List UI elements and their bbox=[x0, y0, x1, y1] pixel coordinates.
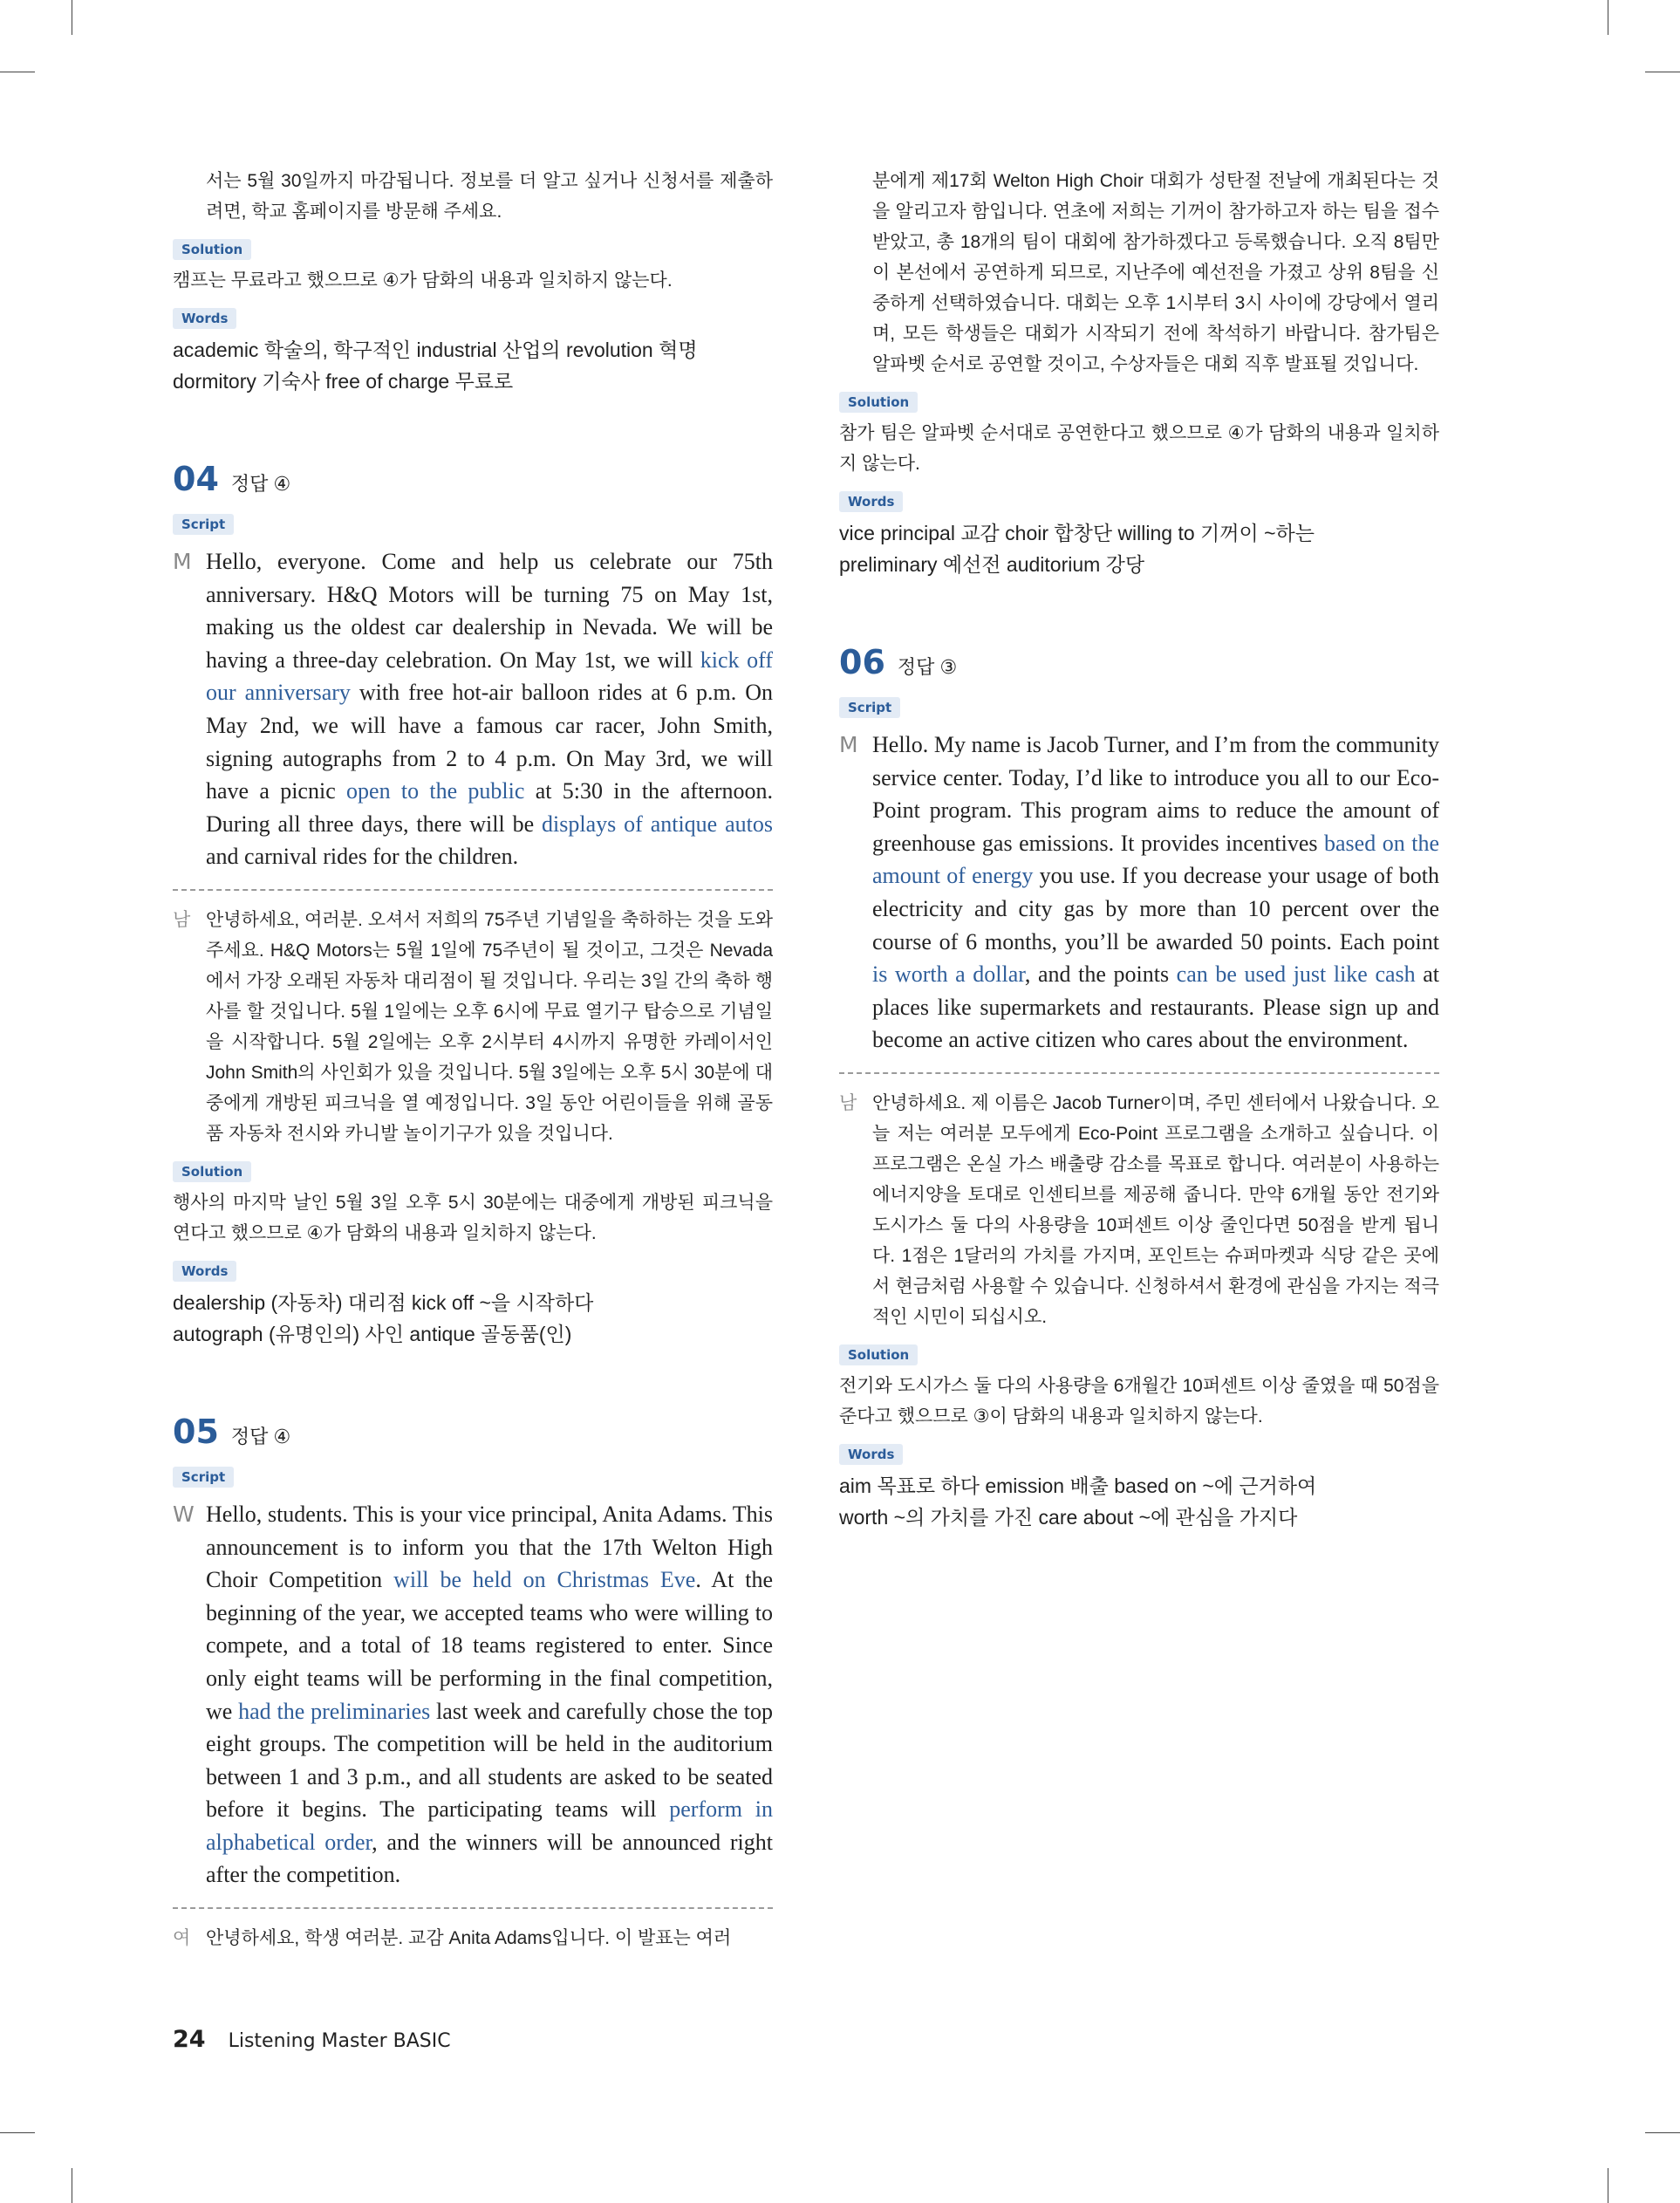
answer-label: 정답 ④ bbox=[230, 1425, 291, 1447]
translation-text: 안녕하세요. 제 이름은 Jacob Turner이며, 주민 센터에서 나왔습니다. 오늘 저는 여러분 모두에게 Eco-Point 프로그램을 소개하고 싶습니다. 이 프로그램은 온실 가스 배출량 감소를 목표로 합니다. 여러분이 사용하는 에너지양을 토대로 인센티브를 제공해 줍니다. 만약 6개월 동안 전기와 도시가스 둘 다의 사용량을 10퍼센트 이상 줄인다면 50점을 받게 됩니다. 1점은 1달러의 가치를 가지며, 포인트는 슈퍼마켓과 식당 같은 곳에서 현금처럼 사용할 수 있습니다. 신청하셔서 환경에 관심을 가지는 적극적인 시민이 되십시오. bbox=[872, 1092, 1439, 1327]
key-phrase: perform in alphabetical order bbox=[206, 1796, 773, 1855]
words-line: dealership (자동차) 대리점 kick off ~을 시작하다 bbox=[173, 1290, 594, 1314]
book-title: Listening Master BASIC bbox=[228, 2030, 451, 2052]
words-line: academic 학술의, 학구적인 industrial 산업의 revolution 혁명 bbox=[173, 339, 698, 361]
key-phrase: open to the public bbox=[346, 778, 525, 804]
solution-tag: Solution bbox=[173, 1161, 251, 1182]
words-line: worth ~의 가치를 가진 care about ~에 관심을 가지다 bbox=[839, 1505, 1298, 1529]
intro-translation: 서는 5월 30일까지 마감됩니다. 정보를 더 알고 싶거나 신청서를 제출하려면, 학교 홈페이지를 방문해 주세요. bbox=[206, 171, 773, 222]
dashed-divider bbox=[173, 1907, 773, 1909]
key-phrase: will be held on Christmas Eve bbox=[393, 1567, 696, 1593]
key-phrase: displays of antique autos bbox=[542, 811, 774, 837]
translation-continued: 분에게 제17회 Welton High Choir 대회가 성탄절 전날에 개최된다는 것을 알리고자 함입니다. 연초에 저희는 기꺼이 참가하고자 하는 팀을 접수받았고, 총 18개의 팀이 대회에 참가하겠다고 등록했습니다. 오직 8팀만이 본선에서 공연하게 되므로, 지난주에 예선전을 가졌고 상위 8팀을 신중하게 선택하였습니다. 대회는 오후 1시부터 3시 사이에 강당에서 열리며, 모든 학생들은 대회가 시작되기 전에 착석하기 바랍니다. 참가팀은 알파벳 순서로 공연할 것이고, 수상자들은 대회 직후 발표될 것입니다. bbox=[872, 171, 1439, 374]
translation-block bbox=[173, 905, 773, 1149]
left-column bbox=[173, 166, 773, 1953]
speaker-label: W bbox=[173, 1501, 195, 1527]
script-text: Hello. My name is Jacob Turner, and I’m from the community service center. Today, I’d like to introduce you all to our Eco-Point program. This program aims to reduce the amount of greenhouse gas emissions. It provides incentives based on the amount of energy you use. If you decrease your usage of both electricity and city gas by more than 10 percent over the course of 6 months, you’ll be awarded 50 points. Each point is worth a dollar, and the points can be used just like cash at places like supermarkets and restaurants. Please sign up and become an active citizen who cares about the environment. bbox=[872, 732, 1439, 1053]
answer-label: 정답 ④ bbox=[230, 473, 291, 495]
key-phrase: had the preliminaries bbox=[238, 1698, 431, 1724]
speaker-label: M bbox=[839, 732, 858, 757]
script-block bbox=[839, 729, 1439, 1057]
solution-text: 참가 팀은 알파벳 순서대로 공연한다고 했으므로 ④가 담화의 내용과 일치하지 않는다. bbox=[839, 423, 1439, 474]
script-text: Hello, everyone. Come and help us celebrate our 75th anniversary. H&Q Motors will be turning 75 on May 1st, making us the oldest car dealership in Nevada. We will be having a three-day celebration. On May 1st, we will kick off our anniversary with free hot-air balloon rides at 6 p.m. On May 2nd, we will have a famous car racer, John Smith, signing autographs from 2 to 4 p.m. On May 3rd, we will have a picnic open to the public at 5:30 in the afternoon. During all three days, there will be displays of antique autos and carnival rides for the children. bbox=[206, 549, 774, 870]
key-phrase: can be used just like cash bbox=[1176, 961, 1416, 988]
question-header bbox=[839, 643, 1439, 681]
words-line: dormitory 기숙사 free of charge 무료로 bbox=[173, 370, 514, 393]
words-tag: Words bbox=[173, 1261, 236, 1282]
question-header bbox=[173, 460, 773, 498]
words-line: preliminary 예선전 auditorium 강당 bbox=[839, 553, 1145, 576]
page-footer bbox=[173, 2026, 451, 2053]
words-tag: Words bbox=[173, 308, 236, 329]
page-number: 24 bbox=[173, 2026, 206, 2053]
solution-text: 행사의 마지막 날인 5월 3일 오후 5시 30분에는 대중에게 개방된 피크닉을 연다고 했으므로 ④가 담화의 내용과 일치하지 않는다. bbox=[173, 1192, 773, 1243]
solution-tag: Solution bbox=[173, 239, 251, 260]
script-block bbox=[173, 545, 773, 873]
speaker-label: 남 bbox=[173, 908, 191, 930]
solution-text: 캠프는 무료라고 했으므로 ④가 담화의 내용과 일치하지 않는다. bbox=[173, 270, 673, 291]
key-phrase: based on the amount of energy bbox=[872, 830, 1439, 889]
right-column bbox=[839, 166, 1439, 1533]
question-number: 04 bbox=[173, 460, 219, 498]
speaker-label: 남 bbox=[839, 1091, 857, 1113]
answer-label: 정답 ③ bbox=[897, 656, 958, 678]
words-line: vice principal 교감 choir 합창단 willing to 기꺼이 ~하는 bbox=[839, 522, 1315, 544]
words-line: autograph (유명인의) 사인 antique 골동품(인) bbox=[173, 1322, 572, 1345]
dashed-divider bbox=[173, 889, 773, 891]
translation-block bbox=[173, 1923, 773, 1953]
solution-tag: Solution bbox=[839, 392, 918, 413]
script-text: Hello, students. This is your vice principal, Anita Adams. This announcement is to inform you that the 17th Welton High Choir Competition will be held on Christmas Eve. At the beginning of the year, we accepted teams who were willing to compete, and a total of 18 teams registered to enter. Since only eight teams will be performing in the final competition, we had the preliminaries last week and carefully chose the top eight groups. The competition will be held in the auditorium between 1 and 3 p.m., and all students are asked to be seated before it begins. The participating teams will perform in alphabetical order, and the winners will be announced right after the competition. bbox=[206, 1501, 773, 1888]
question-header bbox=[173, 1413, 773, 1451]
key-phrase: is worth a dollar bbox=[872, 961, 1025, 988]
script-tag: Script bbox=[173, 1467, 234, 1488]
question-number: 06 bbox=[839, 643, 885, 681]
words-tag: Words bbox=[839, 491, 903, 512]
speaker-label: 여 bbox=[173, 1927, 191, 1949]
words-line: aim 목표로 하다 emission 배출 based on ~에 근거하여 bbox=[839, 1474, 1317, 1497]
translation-block bbox=[839, 1088, 1439, 1332]
translation-text: 안녕하세요, 학생 여러분. 교감 Anita Adams입니다. 이 발표는 여러 bbox=[206, 1928, 732, 1949]
script-tag: Script bbox=[839, 697, 900, 718]
script-tag: Script bbox=[173, 514, 234, 535]
dashed-divider bbox=[839, 1072, 1439, 1074]
question-number: 05 bbox=[173, 1412, 219, 1451]
crop-mark bbox=[0, 2132, 35, 2133]
translation-text: 안녕하세요, 여러분. 오셔서 저희의 75주년 기념일을 축하하는 것을 도와주세요. H&Q Motors는 5월 1일에 75주년이 될 것이고, 그것은 Nevada에서 가장 오래된 자동차 대리점이 될 것입니다. 우리는 3일 간의 축하 행사를 할 것입니다. 5월 1일에는 오후 6시에 무료 열기구 탑승으로 기념일을 시작합니다. 5월 2일에는 오후 2시부터 4시까지 유명한 카레이서인 John Smith의 사인회가 있을 것입니다. 5월 3일에는 오후 5시 30분에 대중에게 개방된 피크닉을 열 예정입니다. 3일 동안 어린이들을 위해 골동품 자동차 전시와 카니발 놀이기구가 있을 것입니다. bbox=[206, 909, 773, 1144]
speaker-label: M bbox=[173, 549, 192, 574]
script-block bbox=[173, 1498, 773, 1892]
words-tag: Words bbox=[839, 1444, 903, 1465]
solution-text: 전기와 도시가스 둘 다의 사용량을 6개월간 10퍼센트 이상 줄였을 때 50점을 준다고 했으므로 ③이 담화의 내용과 일치하지 않는다. bbox=[839, 1375, 1439, 1426]
solution-tag: Solution bbox=[839, 1344, 918, 1365]
key-phrase: kick off our anniversary bbox=[206, 647, 773, 706]
crop-mark bbox=[1645, 2132, 1680, 2133]
